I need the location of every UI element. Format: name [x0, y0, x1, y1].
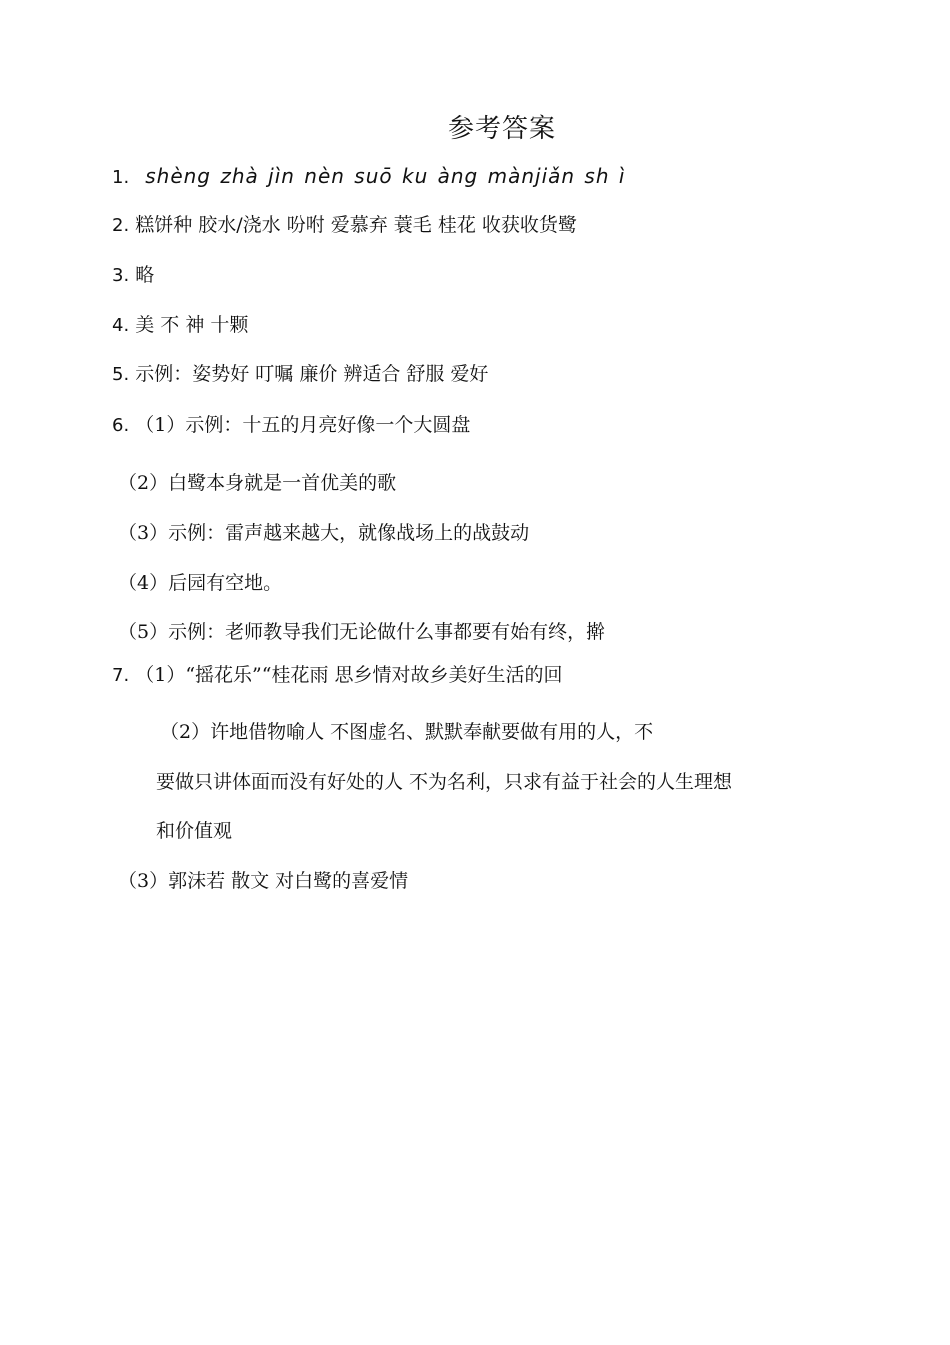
answer-5 [112, 365, 488, 384]
answer-3-number: 3. [112, 265, 130, 286]
answer-6-item-5: （5）示例：老师教导我们无论做什么事都要有始有终，擀 [118, 621, 606, 643]
answer-7-item-2-line-2: 要做只讲体面而没有好处的人 不为名利，只求有益于社会的人生理想 [156, 771, 733, 793]
answer-2-number: 2. [112, 215, 130, 236]
answer-7-item-1: （1）“摇花乐”“桂花雨 思乡情对故乡美好生活的回 [135, 664, 563, 686]
answer-4-number: 4. [112, 315, 130, 336]
answer-7 [112, 666, 563, 685]
page-title: 参考答案 [448, 114, 557, 144]
answer-7-item-2-line-3: 和价值观 [156, 820, 233, 842]
answer-1-number: 1. [112, 167, 130, 188]
answer-2 [112, 216, 577, 235]
answer-1-pinyin: shèng zhà jìn nèn suō ku àng mànjiǎn sh ì [145, 164, 626, 188]
answer-4-text: 美 不 神 十颗 [135, 314, 249, 336]
answer-5-number: 5. [112, 364, 130, 385]
answer-7-item-3: （3）郭沫若 散文 对白鹭的喜爱情 [118, 870, 409, 892]
answer-5-text: 示例：姿势好 叮嘱 廉价 辨适合 舒服 爱好 [135, 363, 489, 385]
answer-6 [112, 416, 470, 435]
answer-7-item-2-line-1: （2）许地借物喻人 不图虚名、默默奉献要做有用的人，不 [160, 721, 654, 743]
answer-1 [112, 166, 625, 187]
answer-4 [112, 316, 248, 335]
answer-6-item-4: （4）后园有空地。 [118, 572, 283, 594]
answer-6-item-1: （1）示例：十五的月亮好像一个大圆盘 [135, 414, 471, 436]
answer-7-number: 7. [112, 665, 130, 686]
answer-3 [112, 266, 154, 285]
answer-3-text: 略 [135, 264, 155, 286]
answer-2-text: 糕饼种 胶水/浇水 吩咐 爱慕弃 蓑毛 桂花 收获收货鹭 [135, 214, 577, 236]
answer-6-item-3: （3）示例：雷声越来越大，就像战场上的战鼓动 [118, 522, 530, 544]
answer-6-item-2: （2）白鹭本身就是一首优美的歌 [118, 472, 397, 494]
answer-6-number: 6. [112, 415, 130, 436]
